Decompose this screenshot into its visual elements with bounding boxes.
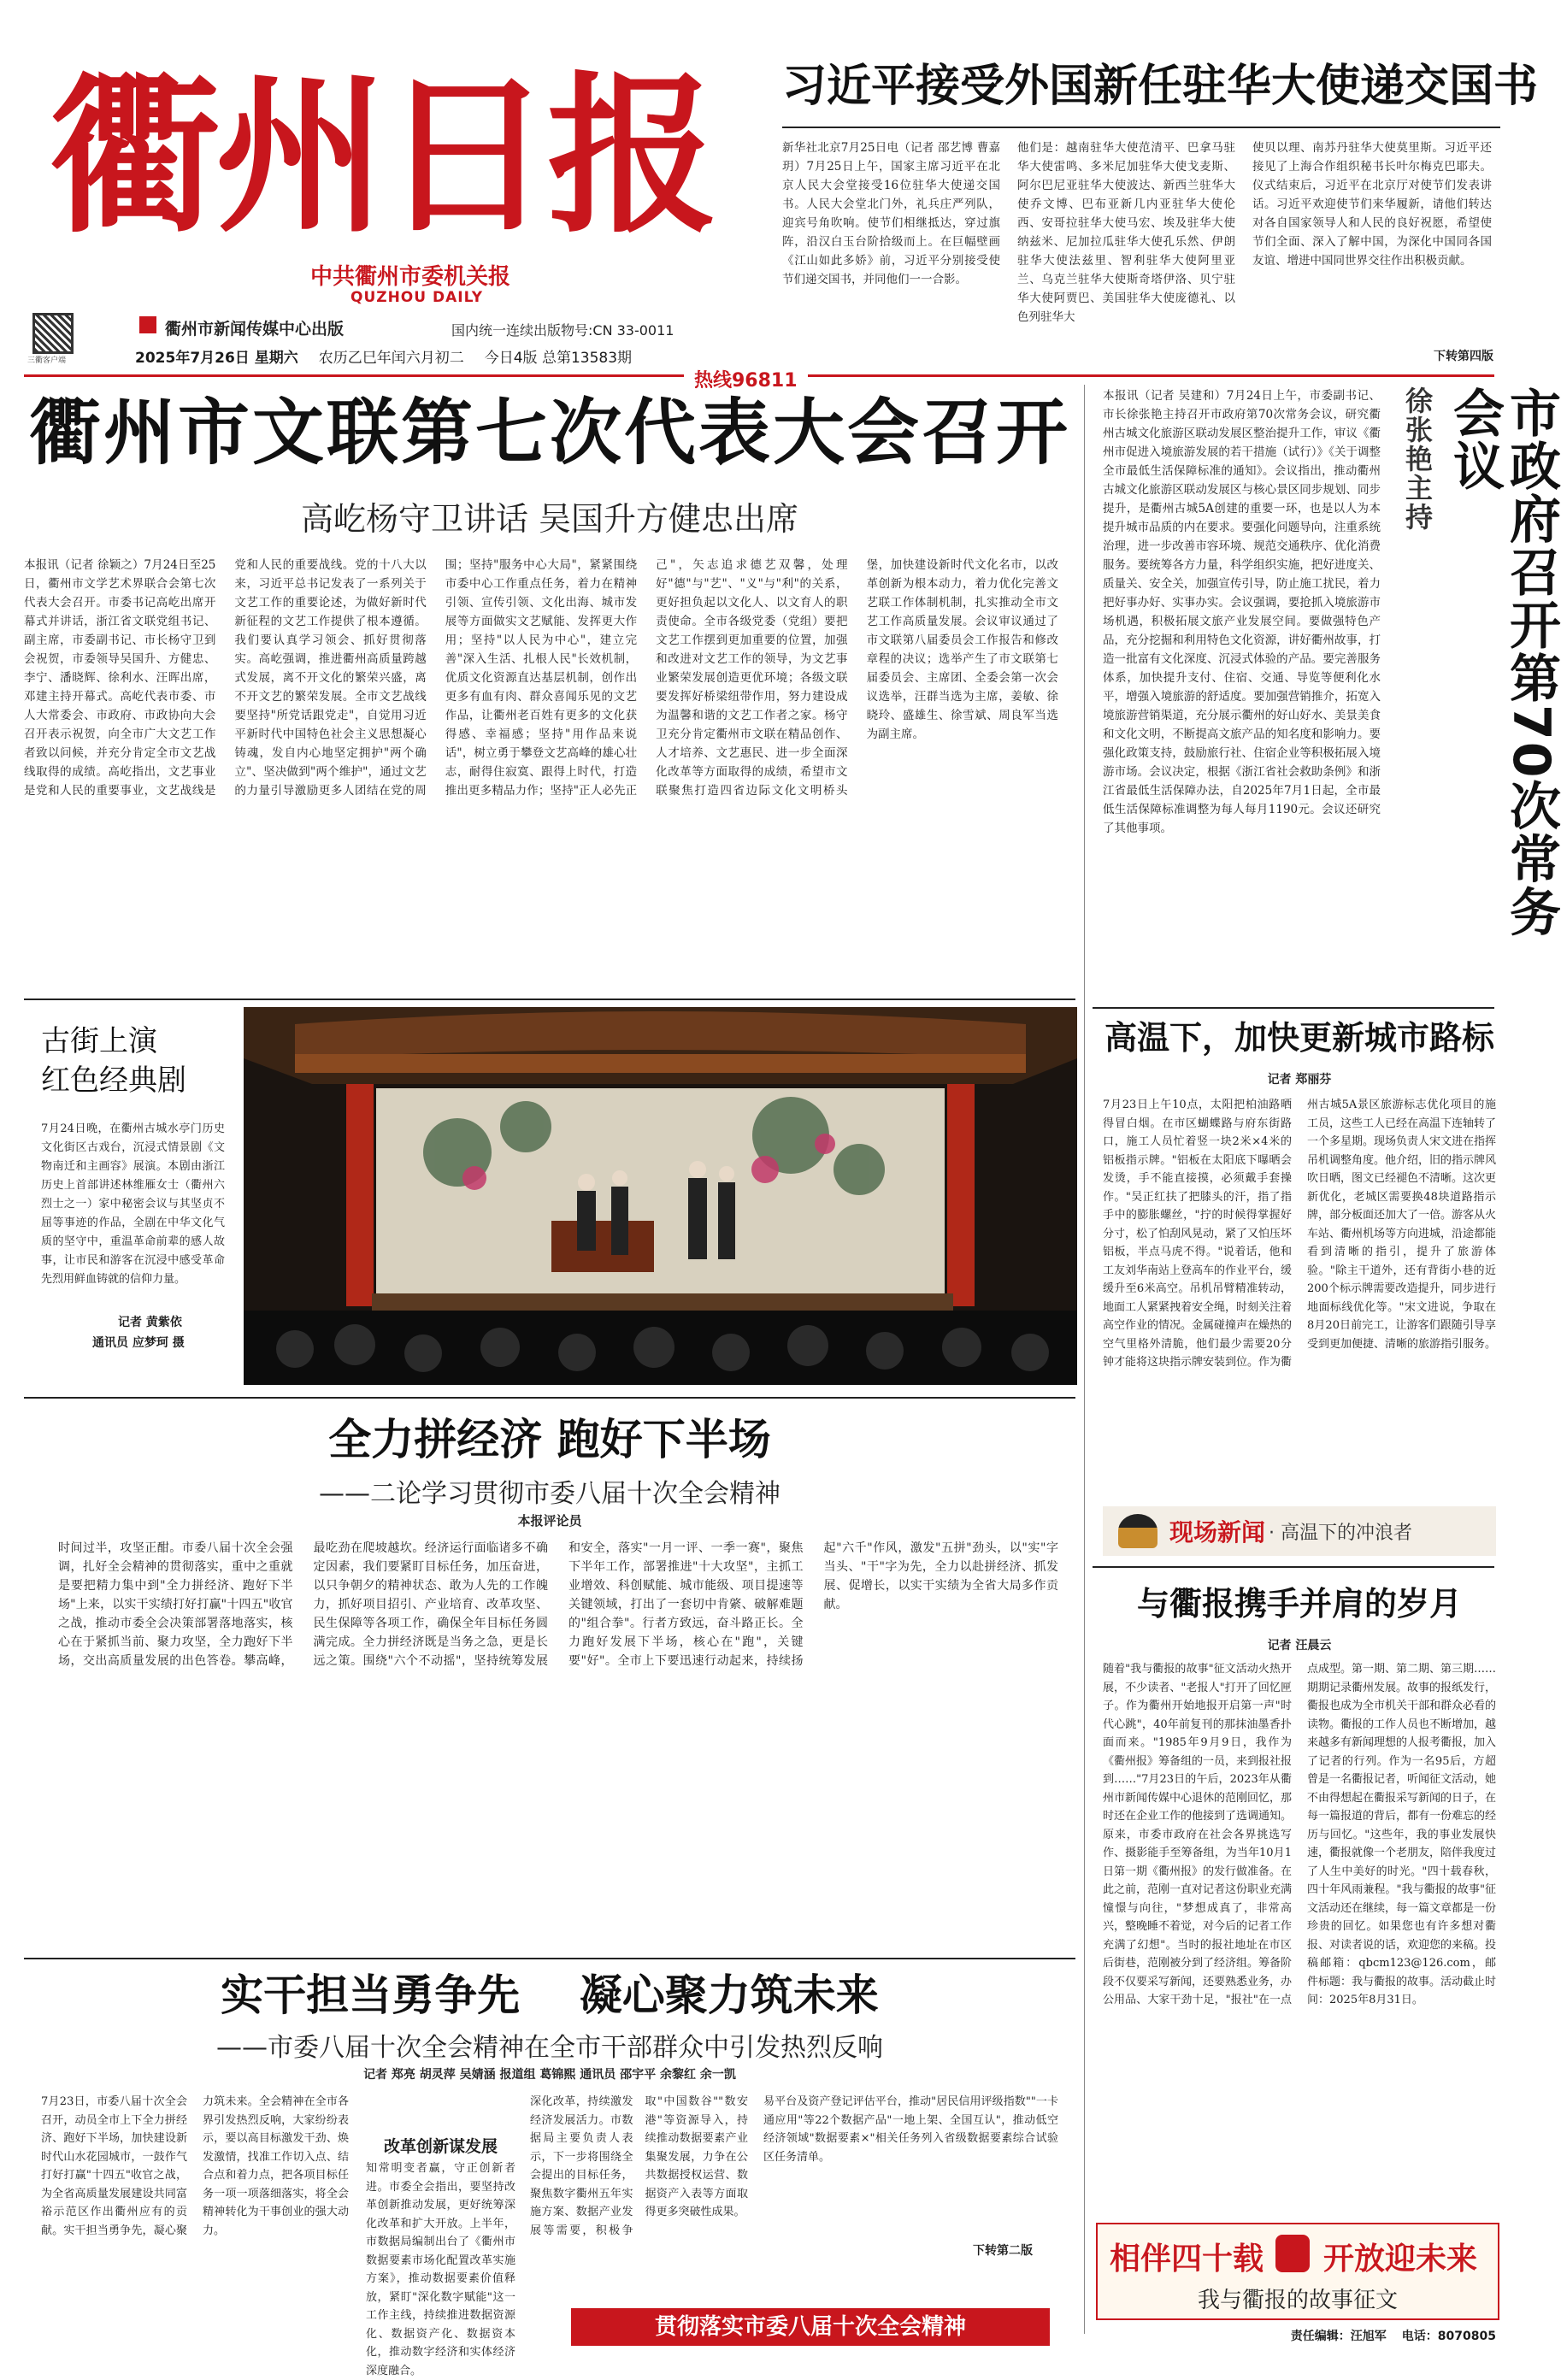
commentary-title[interactable]: 全力拼经济 跑好下半场 bbox=[328, 1415, 771, 1464]
hot-text: 7月23日上午10点，太阳把柏油路晒得冒白烟。在市区蝴蝶路与府东街路口，施工人员忙着竖一块2米×4米的铝板指示牌。"铝板在太阳底下曝晒会发烫，手不能直接摸，必须戴手套操作。"吴正红扶了把膝头的汗，指了指手中的膨胀螺丝，"拧的时候得掌握好分寸，松了怕刮风晃动，紧了又怕压坏铝板，半点马虎不得。"说着话，他和工友刘华南站上登高车的作业平台，缓缓升至6米高空。吊机吊臂精准转动，地面工人紧紧拽着安全绳，时刻关注着高空作业的情况。金属碰撞声在燥热的空气里格外清脆，他们最少需要20分钟才能将这块指示牌安装到位。作为衢州古城5A景区旅游标志优化项目的施工员，这些工人已经在高温下连轴转了一个多星期。现场负责人宋文进在指挥吊机调整角度。他介绍，旧的指示牌风吹日晒，图文已经褪色不清晰。这次更新优化，老城区需要换48块道路指示牌，部分板面还加大了一倍。游客从火车站、衢州机场等方向进城，沿途都能看到清晰的指引，提升了旅游体验。"除主干道外，还有背街小巷的近200个标示牌需要改造提升，同步进行地面标线优化等。"宋文进说，争取在8月20日前完工，让游客们跟随引导享受到更加便捷、清晰的旅游指引服务。 bbox=[1103, 1099, 1497, 1369]
masthead-pinyin: QUZHOU DAILY bbox=[350, 289, 484, 306]
commentary-byline: 本报评论员 bbox=[517, 1513, 582, 1529]
footer-editor: 责任编辑：汪旭军 bbox=[1290, 2330, 1387, 2343]
right-story bbox=[1103, 386, 1561, 1002]
photo-top-rule bbox=[24, 999, 1075, 1000]
issue-number: 今日4版 总第13583期 bbox=[484, 349, 633, 367]
memoir-story bbox=[1103, 1575, 1496, 2259]
lead-title[interactable]: 衢州市文联第七次代表大会召开 bbox=[28, 391, 1070, 474]
right-col-divider bbox=[1084, 385, 1085, 2334]
memoir-top-rule bbox=[1093, 1566, 1494, 1568]
commentary-subtitle: ——二论学习贯彻市委八届十次全会精神 bbox=[319, 1479, 780, 1509]
photo-title-2: 红色经典剧 bbox=[41, 1063, 186, 1098]
promo-sub: 我与衢报的故事征文 bbox=[1197, 2288, 1398, 2313]
photo-credit-1: 记者 黄紫依 bbox=[118, 1316, 182, 1329]
bottom-jump[interactable]: 下转第二版 bbox=[973, 2244, 1033, 2258]
surfer-icon bbox=[1118, 1514, 1157, 1548]
bottom-story bbox=[24, 1965, 1075, 2377]
scene-news-sub: · 高温下的冲浪者 bbox=[1269, 1522, 1413, 1544]
bottom-title[interactable]: 实干担当勇争先 凝心聚力筑未来 bbox=[221, 1971, 879, 2020]
hotline: 热线96811 bbox=[684, 366, 808, 392]
memoir-title[interactable]: 与衢报携手并肩的岁月 bbox=[1136, 1585, 1462, 1623]
media-center-logo-icon bbox=[139, 316, 156, 333]
footer-phone: 电话：8070805 bbox=[1401, 2330, 1496, 2343]
bottom-banner[interactable]: 贯彻落实市委八届十次全会精神 bbox=[571, 2308, 1050, 2346]
top-story-col1: 新华社北京7月25日电（记者 邵艺博 曹嘉玥）7月25日上午，国家主席习近平在北京人民大会堂接受16位驻华大使递交国书。人民大会堂北门外，礼兵庄严列队，迎宾号角吹响。使节们相继抵达，穿过旗阵，沿汉白玉台阶拾级而上。在巨幅壁画《江山如此多娇》前，习近平分别接受使节们递交国书，并同他们一一合影。 bbox=[782, 141, 1000, 286]
memoir-text: 随着"我与衢报的故事"征文活动火热开展，不少读者、"老报人"打开了回忆匣子。作为衢州开始地报开启第一声"时代心跳"，40年前复刊的那抹油墨香扑面而来。"1985年9月9日，我作为《衢州报》筹备组的一员，来到报社报到……"7月23日的午后，2023年从衢州市新闻传媒中心退休的范刚回忆，那时还在企业工作的他接到了选调通知。原来，市委市政府在社会各界挑选写作、摄影能手至筹备组，为当年10月1日第一期《衢州报》的发行做准备。在此之前，范刚一直对记者这份职业充满憧憬与向往，"梦想成真了，非常高兴，整晚睡不着觉，对今后的记者工作充满了幻想"。当时的报社地址在市区后街巷，范刚被分到了经济组。筹备阶段不仅要采写新闻，还要熟悉业务，办公用品、大家干劲十足，"报社"在一点点成型。第一期、第二期、第三期……期期记录衢州发展。故事的报纸发行，衢报也成为全市机关干部和群众必看的读物。衢报的工作人员也不断增加，越来越多有新闻理想的人报考衢报，加入了记者的行列。作为一名95后，方超曾是一名衢报记者，听闻征文活动，她不由得想起在衢报采写新闻的日子，在每一篇报道的背后，都有一份难忘的经历与回忆。"这些年，我的事业发展快速，衢报就像一个老朋友，陪伴我度过了人生中美好的时光。"四十载春秋，四十年风雨兼程。"我与衢报的故事"征文活动还在继续，每一篇文章都是一份珍贵的回忆。如果您也有许多想对衢报、对读者说的话，欢迎您的来稿。投稿邮箱：qbcm123@126.com，邮件标题：我与衢报的故事。活动截止时间：2025年8月31日。 bbox=[1103, 1663, 1497, 2006]
scene-news-label: 现场新闻 bbox=[1169, 1518, 1266, 1546]
date-bar bbox=[135, 340, 776, 371]
cn-code: 国内统一连续出版物号:CN 33-0011 bbox=[451, 322, 674, 339]
masthead bbox=[24, 15, 776, 374]
newspaper-logo: 衢州日报 bbox=[50, 56, 714, 256]
lunar-date: 农历乙巳年闰六月初二 bbox=[318, 349, 464, 367]
lead-story bbox=[24, 392, 1075, 1007]
hot-top-rule bbox=[1093, 1007, 1494, 1009]
bottom-subtitle: ——市委八届十次全会精神在全市干部群众中引发热烈反响 bbox=[216, 2033, 883, 2063]
promo-box[interactable] bbox=[1096, 2223, 1499, 2320]
hot-byline: 记者 郑丽芬 bbox=[1267, 1073, 1332, 1087]
memoir-byline: 记者 汪晨云 bbox=[1267, 1639, 1332, 1652]
bottom-top-rule bbox=[24, 1958, 1075, 1959]
photo-caption-box bbox=[24, 1009, 229, 1385]
photo-credit-2: 通讯员 应梦珂 摄 bbox=[92, 1336, 185, 1350]
right-story-title[interactable]: 市政府召开第70次常务会议 bbox=[1445, 386, 1561, 939]
scene-news-banner[interactable] bbox=[1103, 1506, 1496, 1556]
promo-left: 相伴四十载 bbox=[1110, 2242, 1264, 2277]
hot-story bbox=[1103, 1017, 1496, 1496]
right-story-text: 本报讯（记者 吴建和）7月24日上午，市委副书记、市长徐张艳主持召开市政府第70次常务会议，研究衢州古城文化旅游区联动发展区整治提升工作，审议《衢州市促进入境旅游发展的若干措施（试行）》《关于调整全市最低生活保障标准的通知》。会议指出，推动衢州古城文化旅游区联动发展区与核心景区同步规划、同步提升，是衢州古城5A创建的重要一环，也是以人为本提升城市品质的内在要求。要强化问题导向，注重系统治理，进一步改善市容环境、规范交通秩序、优化消费服务。要统筹各方力量，科学组织实施，把好进度关、质量关、安全关，加强宣传引导，防止施工扰民，着力把好事办好、实事办实。会议强调，要抢抓入境旅游市场机遇，积极拓展文旅产业发展空间。要做强特色产品，充分挖掘和利用特色文化资源，讲好衢州故事，打造一批富有文化深度、沉浸式体验的产品。要完善服务体系，加快提升支付、住宿、交通、导览等便利化水平，增强入境旅游的舒适度。要加强营销推介，拓宽入境旅游营销渠道，充分展示衢州的好山好水、美景美食和文化文明，不断提高文旅产品的知名度和影响力。要强化政策支持，鼓励旅行社、住宿企业等积极拓展入境游市场。会议决定，根据《浙江省社会救助条例》和浙江省最低生活保障办法，自2025年7月1日起，全市最低生活保障标准调整为每人每月1190元。会议还研究了其他事项。 bbox=[1103, 389, 1381, 835]
right-story-sub: 徐张艳主持 bbox=[1401, 386, 1434, 532]
qr-code[interactable] bbox=[32, 313, 74, 354]
footer bbox=[1103, 2327, 1496, 2353]
stage-photo-illustration bbox=[244, 1007, 1077, 1385]
top-story-rule bbox=[782, 127, 1500, 128]
commentary-text: 时间过半，攻坚正酣。市委八届十次全会强调，扎好全会精神的贯彻落实，重中之重就是要把精力集中到"全力拼经济、跑好下半场"上来，以实干实绩打好打赢"十四五"收官之战，推动市委全会决策部署落地落实，核心在于紧抓当前、聚力攻坚，全力跑好下半场，交出高质量发展的出色答卷。攀高峰，最吃劲在爬坡越坎。经济运行面临诸多不确定因素，我们要紧盯目标任务，加压奋进，以只争朝夕的精神状态、敢为人先的工作魄力，抓好项目招引、产业培育、改革攻坚、民生保障等各项工作，确保全年目标任务圆满完成。全力拼经济既是当务之急，更是长远之策。围绕"六个不动摇"，坚持统筹发展和安全，落实"一月一评、一季一赛"，聚焦下半年工作，部署推进"十大攻坚"，主抓工业增效、科创赋能、城市能级、项目提速等关键领域，打出了一套切中肯綮、破解难题的"组合拳"。行者方致远，奋斗路正长。全力跑好发展下半场，核心在"跑"，关键要"好"。全市上下要迅速行动起来，持续扬起"六千"作风，激发"五拼"劲头，以"实"字当头、"干"字为先，全力以赴拼经济、抓发展、促增长，以实干实绩为全省大局多作贡献。 bbox=[58, 1541, 1058, 1668]
bottom-subhead: 改革创新谋发展 bbox=[383, 2137, 498, 2156]
commentary bbox=[24, 1402, 1075, 1949]
bottom-text-4: 易平台及资产登记评估平台，推动"居民信用评级指数""一卡通应用"等22个数据产品"一地上架、全国互认"，推动低空经济领域"数据要素×"相关任务列入省级数据要素综合试验区任务清单。 bbox=[763, 2095, 1058, 2164]
top-story-col3: 使贝以理、南苏丹驻华大使莫里斯。习近平还接见了上海合作组织秘书长叶尔梅克巴耶夫。仪式结束后，习近平在北京厅对使节们发表讲话。习近平欢迎使节们来华履新，请他们转达对各自国家领导人和人民的良好祝愿，希望使节们全面、深入了解中国，为深化中国同各国友谊、增进中国同世界交往作出积极贡献。 bbox=[1252, 141, 1492, 268]
masthead-org: 中共衢州市委机关报 bbox=[310, 264, 511, 290]
top-story bbox=[782, 60, 1539, 368]
photo-title-1: 古街上演 bbox=[41, 1024, 157, 1058]
promo-right: 开放迎未来 bbox=[1323, 2242, 1478, 2277]
lead-text: 本报讯（记者 徐颖之）7月24日至25日，衢州市文学艺术界联合会第七次代表大会召开。市委书记高屹出席开幕式并讲话，浙江省文联党组书记、副主席，市委副书记、市长杨守卫到会祝贺，市委领导吴国升、方健忠、李宁、潘晓辉、徐利水、汪晖出席，邓建主持开幕式。高屹代表市委、市人大常委会、市政府、市政协向大会召开表示祝贺，向全市广大文艺工作者致以问候，并充分肯定全市文艺战线取得的成绩。高屹指出，文艺事业是党和人民的重要事业，文艺战线是党和人民的重要战线。党的十八大以来，习近平总书记发表了一系列关于文艺工作的重要论述，为做好新时代新征程的文艺工作提供了根本遵循。我们要认真学习领会、抓好贯彻落实。高屹强调，推进衢州高质量跨越式发展，离不开文化的繁荣兴盛，离不开文艺的繁荣发展。全市文艺战线要坚持"所党话跟党走"，自觉用习近平新时代中国特色社会主义思想凝心铸魂，发自内心地坚定拥护"两个确立"、坚决做到"两个维护"，通过文艺的力量引导激励更多人团结在党的周围；坚持"服务中心大局"，紧紧围绕市委中心工作重点任务，着力在精神引领、宣传引领、文化出海、城市发展等方面做实文艺赋能、发挥更大作用；坚持"以人民为中心"，建立完善"深入生活、扎根人民"长效机制，优质文化资源直达基层机制，创作出更多有血有肉、群众喜闻乐见的文艺作品，让衢州老百姓有更多的文化获得感、幸福感；坚持"用作品来说话"，树立勇于攀登文艺高峰的雄心壮志，耐得住寂寞、跟得上时代，打造推出更多精品力作；坚持"正人必先正己"，矢志追求德艺双馨，处理好"德"与"艺"、"义"与"利"的关系，更好担负起以文化人、以文育人的职责使命。全市各级党委（党组）要把文艺工作摆到更加重要的位置，加强和改进对文艺工作的领导，为文艺事业繁荣发展创造更优环境；各级文联要发挥好桥梁纽带作用，努力建设成为温馨和谐的文艺工作者之家。杨守卫充分肯定衢州市文联在精品创作、人才培养、文艺惠民、进一步全面深化改革等方面取得的成绩，希望市文联聚焦打造四省边际文化文明桥头堡，加快建设新时代文化名市，以改革创新为根本动力，着力优化完善文艺联工作体制机制，扎实推动全市文艺工作高质量发展。会议审议通过了市文联第八届委员会工作报告和修改章程的决议；选举产生了市文联第七届委员会、主席团、全委会第一次会议选举，汪群当选为主席，姜敏、徐晓玲、盛雄生、徐雪斌、周良军当选为副主席。 bbox=[24, 558, 1058, 798]
photo-caption: 7月24日晚，在衢州古城水亭门历史文化街区古戏台，沉浸式情景剧《文物南迁和主画容》展演。本剧由浙江历史上首部讲述林维雁女士（衢州六烈士之一）家中秘密会议与其坚贞不屈等事迹的作品，全剧在中华文化气质的坚守中，重温革命前辈的感人故事，让市民和游客在沉浸中感受革命先烈用鲜血铸就的信仰力量。 bbox=[41, 1122, 225, 1286]
commentary-top-rule bbox=[24, 1397, 1075, 1399]
bottom-text-2: 知常明变者赢，守正创新者进。市委全会指出，要坚持改革创新推动发展，更好统筹深化改革和扩大开放。上半年，市数据局编制出台了《衢州市数据要素市场化配置改革实施方案》，推动数据要素价值释放，紧盯"深化数字赋能"这一工作主线，持续推进数据资源化、数据资产化、数据资本化，推动数字经济和实体经济深度融合。 bbox=[366, 2162, 515, 2377]
top-story-col2: 他们是：越南驻华大使范清平、巴拿马驻华大使雷鸣、多米尼加驻华大使戈麦斯、阿尔巴尼亚驻华大使波达、新西兰驻华大使乔文博、巴布亚新几内亚驻华大使伦西、安哥拉驻华大使马宏、埃及驻华大使纳兹米、尼加拉瓜驻华大使孔乐然、伊朗驻华大使法兹里、智利驻华大使阿里亚兰、乌克兰驻华大使斯奇塔伊洛、贝宁驻华大使阿贾巴、美国驻华大使庞德礼、以色列驻华大 bbox=[1017, 141, 1235, 324]
top-story-jump[interactable]: 下转第四版 bbox=[1434, 350, 1493, 363]
lead-subtitle: 高屹杨守卫讲话 吴国升方健忠出席 bbox=[300, 500, 799, 538]
qr-label: 三衢客户端 bbox=[27, 356, 67, 365]
hot-title[interactable]: 高温下，加快更新城市路标 bbox=[1104, 1019, 1494, 1057]
bottom-byline: 记者 郑亮 胡灵萍 吴婧涵 报道组 葛锦熙 通讯员 邵宇平 余黎红 余一凯 bbox=[363, 2068, 736, 2082]
promo-emblem-icon bbox=[1275, 2235, 1310, 2272]
top-story-title[interactable]: 习近平接受外国新任驻华大使递交国书 bbox=[782, 61, 1539, 112]
stage-photo[interactable] bbox=[244, 1007, 1077, 1385]
bottom-text-3: 深化改革，持续激发经济发展活力。市数据局主要负责人表示，下一步将围绕全会提出的目标任务，聚焦数字衢州五年实施方案、数据产业发展等需要，积极争取"中国数谷""数安港"等资源导入，持续推动数据要素产业集聚发展，力争在公共数据授权运营、数据资产入表等方面取得更多突破性成果。 bbox=[530, 2095, 748, 2237]
issue-date: 2025年7月26日 星期六 bbox=[135, 349, 298, 367]
bottom-text-1: 7月23日，市委八届十次全会召开，动员全市上下全力拼经济、跑好下半场，加快建设新时代山水花园城市，一鼓作气打好打赢"十四五"收官之战，为全省高质量发展建设共同富裕示范区作出衢州应有的贡献。实干担当勇争先，凝心聚力筑未来。全会精神在全市各界引发热烈反响，大家纷纷表示，要以高目标激发干劲、焕发激情，找准工作切入点、结合点和着力点，把各项目标任务一项一项落细落实，将全会精神转化为干事创业的强大动力。 bbox=[41, 2095, 349, 2237]
media-center: 衢州市新闻传媒中心出版 bbox=[165, 320, 345, 339]
